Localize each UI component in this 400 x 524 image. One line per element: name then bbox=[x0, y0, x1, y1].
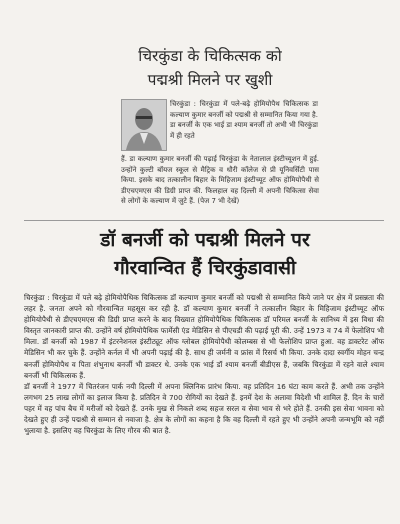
story2-paragraph: चिरकुंडा : चिरकुंडा में पले बढ़े होमियोपैथिक चिकित्सक डॉ कल्याण कुमार बनर्जी को पद्मश्री से सम्मानित किये जाने पर क्षेत्र में प्रसन्नता की लहर है. जनता अपने को गौरवान्वित महसूस कर रही है. डॉ कल्याण कुमार बनर्जी ने तत्कालीन बिहार के मिहिजाम इंस्टीच्यूट ऑफ होमियोपैथी से डीएचएमएस की डिग्री प्राप्त करने के बाद विख्यात होमियोपैथिक चिकित्सक डॉ परिमल बनर्जी के सानिध्य में इस विधा की विस्तृत जानकारी प्राप्त की. उन्होंने वर्ष होमियोपैथिक फार्मेसी एंड मेडिसिन से पीएचडी की पढ़ाई पूरी की. उन्हें 1973 व 74 में फेलोशिप भी मिला. डॉ बनर्जी को 1987 में इंटरनेशनल इंस्टीट्यूट ऑफ ग्लोबल होमियोपैथी कोलम्बस से भी फेलोशिप प्राप्त हुआ. वह डाक्टरेट ऑफ मेडिसिन भी कर चुके हैं. उन्होंने कर्नल में भी अपनी पढ़ाई की है. साथ ही जर्मनी व फ्रांस में रिसर्च भी किया. उनके दादा स्वर्गीय मोहन चन्द्र बनर्जी होमियोपैथ व पिता शंभुनाथ बनर्जी भी डाक्टर थे. उनके एक भाई डॉ श्याम बनर्जी बीडीएस हैं, जबकि चिरकुंडा में रहने वाले श्याम बनर्जी भी चिकित्सक हैं. bbox=[24, 293, 384, 380]
story1-headline bbox=[105, 44, 315, 92]
portrait-photo bbox=[121, 99, 167, 151]
story1-lead-text: चिरकुंडा : चिरकुंडा में पले-बढ़े होमियोपैथ चिकित्सक डा कल्याण कुमार बनर्जी को पद्मश्री से सम्मानित किया गया है. डा बनर्जी के एक भाई डा श्याम बनर्जी तो अभी भी चिरकुंडा में ही रहते bbox=[170, 100, 318, 140]
story2-headline-line2: गौरवान्वित हैं चिरकुंडावासी bbox=[114, 257, 296, 279]
story2-body bbox=[24, 292, 384, 436]
story1-body-text: हैं. डा कल्याण कुमार बनर्जी की पढ़ाई चिरकुंडा के नेतालाल इंस्टीच्यूशन में हुई. उन्होंने कुल्टी बॉयज स्कूल से मैट्रिक व धौरी कॉलेज से प्री यूनिवर्सिटी पास किया. इसके बाद तत्कालीन बिहार के मिहिजाम इंस्टीच्यूट ऑफ होमियोपैथी से डीएचएमएस की डिग्री प्राप्त की. फिलहाल वह दिल्ली में अपनी चिकित्सा सेवा से लोगों के कल्याण में जुटे हैं. (पेज 7 भी देखें) bbox=[121, 155, 319, 205]
story2-headline bbox=[20, 226, 390, 282]
story-divider bbox=[24, 220, 384, 221]
story2-paragraph: डॉ बनर्जी ने 1977 में चितरंजन पार्क नयी दिल्ली में अपना क्लिनिक प्रारंभ किया. वह प्रतिदिन 16 घंटा काम करते हैं. अभी तक उन्होंने लगभग 25 लाख लोगों का इलाज किया है. प्रतिदिन वे 700 रोगियों का देखते हैं. इनमें देश के अलावा विदेशी भी शामिल हैं. दिन के चारों पहर में वह पांच बैच में मरीजों को देखते हैं. उनके मुख से निकले शब्द सहज सरल व सेवा भाव से भरे होते हैं. उनकी इस सेवा भावना को देखते हुए ही उन्हें पद्मश्री से सम्मान से नवाजा है. क्षेत्र के लोगों का कहना है कि वह दिल्ली में रहते हुए भी उन्होंने अपनी जन्मभूमि को नहीं भुलाया है. इसलिए वह चिरकुंडा के लिए गौरव की बात है. bbox=[24, 381, 384, 436]
story1-headline-line2: पद्मश्री मिलने पर खुशी bbox=[147, 71, 273, 89]
story1-headline-line1: चिरकुंडा के चिकित्सक को bbox=[138, 47, 282, 65]
story2-headline-line1: डॉ बनर्जी को पद्मश्री मिलने पर bbox=[100, 229, 310, 251]
